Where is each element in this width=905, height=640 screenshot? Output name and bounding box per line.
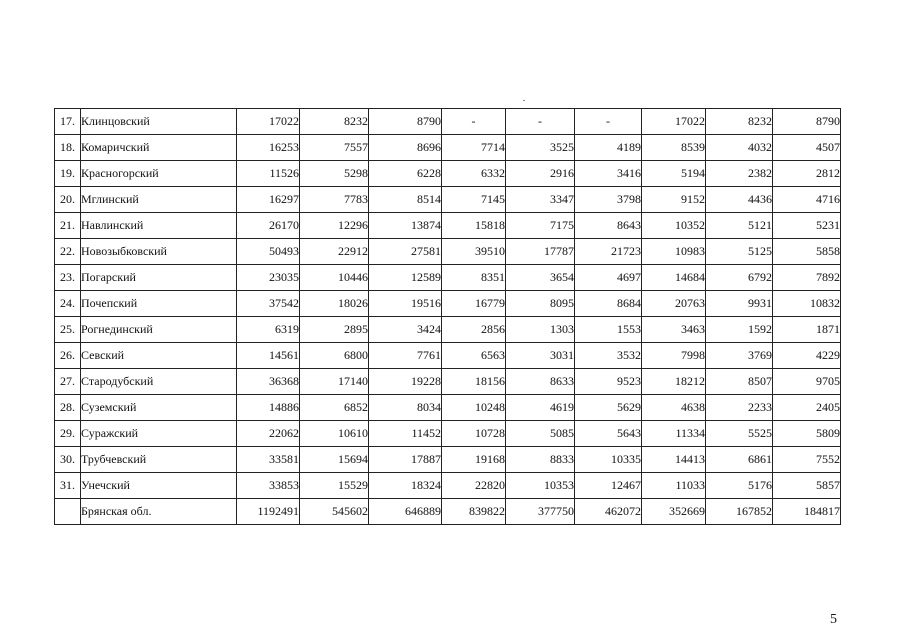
value-cell: 3798: [575, 187, 642, 213]
value-cell: 2895: [300, 317, 369, 343]
value-cell: 17022: [642, 109, 706, 135]
value-cell: 18026: [300, 291, 369, 317]
value-cell: 4619: [506, 395, 575, 421]
value-cell: 8633: [506, 369, 575, 395]
value-cell: 23035: [237, 265, 300, 291]
value-cell: 4716: [773, 187, 841, 213]
value-cell: 10353: [506, 473, 575, 499]
value-cell: 33581: [237, 447, 300, 473]
value-cell: 8351: [442, 265, 506, 291]
table-row: [55, 161, 841, 187]
value-cell: 6861: [706, 447, 773, 473]
table-row: [55, 369, 841, 395]
table-row: [55, 135, 841, 161]
district-name: Почепский: [81, 291, 237, 317]
district-name: Рогнединский: [81, 317, 237, 343]
value-cell: 11334: [642, 421, 706, 447]
table-body: [55, 109, 841, 525]
value-cell: 7175: [506, 213, 575, 239]
value-cell: 16297: [237, 187, 300, 213]
value-cell: 21723: [575, 239, 642, 265]
value-cell: -: [575, 109, 642, 135]
value-cell: 545602: [300, 499, 369, 525]
value-cell: 4032: [706, 135, 773, 161]
table-row: [55, 213, 841, 239]
value-cell: 7714: [442, 135, 506, 161]
value-cell: 6228: [369, 161, 442, 187]
value-cell: 3769: [706, 343, 773, 369]
value-cell: 14684: [642, 265, 706, 291]
value-cell: 3031: [506, 343, 575, 369]
value-cell: 5629: [575, 395, 642, 421]
value-cell: 18156: [442, 369, 506, 395]
value-cell: 36368: [237, 369, 300, 395]
value-cell: 5194: [642, 161, 706, 187]
value-cell: 5176: [706, 473, 773, 499]
value-cell: 3654: [506, 265, 575, 291]
value-cell: 9152: [642, 187, 706, 213]
value-cell: 5809: [773, 421, 841, 447]
value-cell: 12467: [575, 473, 642, 499]
value-cell: 3525: [506, 135, 575, 161]
value-cell: 37542: [237, 291, 300, 317]
value-cell: 5643: [575, 421, 642, 447]
value-cell: 14413: [642, 447, 706, 473]
value-cell: 1192491: [237, 499, 300, 525]
value-cell: 10446: [300, 265, 369, 291]
value-cell: 33853: [237, 473, 300, 499]
row-number: 26.: [55, 343, 81, 369]
value-cell: 2233: [706, 395, 773, 421]
value-cell: 7892: [773, 265, 841, 291]
value-cell: 19168: [442, 447, 506, 473]
value-cell: 4189: [575, 135, 642, 161]
table-row: [55, 473, 841, 499]
district-name: Мглинский: [81, 187, 237, 213]
value-cell: 14886: [237, 395, 300, 421]
value-cell: 19516: [369, 291, 442, 317]
value-cell: 6319: [237, 317, 300, 343]
value-cell: 4697: [575, 265, 642, 291]
value-cell: 11526: [237, 161, 300, 187]
value-cell: 462072: [575, 499, 642, 525]
value-cell: 8232: [300, 109, 369, 135]
page-number: 5: [830, 612, 837, 627]
value-cell: 7557: [300, 135, 369, 161]
value-cell: 8790: [773, 109, 841, 135]
table-row: [55, 395, 841, 421]
value-cell: 13874: [369, 213, 442, 239]
value-cell: 22912: [300, 239, 369, 265]
value-cell: 8684: [575, 291, 642, 317]
value-cell: 6800: [300, 343, 369, 369]
value-cell: 17887: [369, 447, 442, 473]
value-cell: 6852: [300, 395, 369, 421]
value-cell: 7552: [773, 447, 841, 473]
value-cell: 5121: [706, 213, 773, 239]
value-cell: 6563: [442, 343, 506, 369]
value-cell: 14561: [237, 343, 300, 369]
value-cell: 7783: [300, 187, 369, 213]
row-number: 20.: [55, 187, 81, 213]
district-name: Навлинский: [81, 213, 237, 239]
district-name: Красногорский: [81, 161, 237, 187]
value-cell: 17140: [300, 369, 369, 395]
value-cell: 4638: [642, 395, 706, 421]
value-cell: 8833: [506, 447, 575, 473]
table-row: [55, 109, 841, 135]
value-cell: 377750: [506, 499, 575, 525]
value-cell: 17022: [237, 109, 300, 135]
district-name: Стародубский: [81, 369, 237, 395]
value-cell: 9523: [575, 369, 642, 395]
value-cell: 10728: [442, 421, 506, 447]
value-cell: 39510: [442, 239, 506, 265]
value-cell: 22062: [237, 421, 300, 447]
value-cell: 27581: [369, 239, 442, 265]
value-cell: 10610: [300, 421, 369, 447]
value-cell: 1303: [506, 317, 575, 343]
row-number: 24.: [55, 291, 81, 317]
row-number: 31.: [55, 473, 81, 499]
row-number: 28.: [55, 395, 81, 421]
row-number: 27.: [55, 369, 81, 395]
value-cell: 2916: [506, 161, 575, 187]
value-cell: 5298: [300, 161, 369, 187]
district-name: Трубчевский: [81, 447, 237, 473]
value-cell: 7761: [369, 343, 442, 369]
value-cell: 20763: [642, 291, 706, 317]
value-cell: 12589: [369, 265, 442, 291]
table-row: [55, 187, 841, 213]
row-number: 30.: [55, 447, 81, 473]
value-cell: 6332: [442, 161, 506, 187]
value-cell: 2405: [773, 395, 841, 421]
table-total-row: [55, 499, 841, 525]
value-cell: 5085: [506, 421, 575, 447]
value-cell: 4436: [706, 187, 773, 213]
value-cell: 8034: [369, 395, 442, 421]
value-cell: -: [442, 109, 506, 135]
table-row: [55, 291, 841, 317]
value-cell: 8507: [706, 369, 773, 395]
value-cell: 8696: [369, 135, 442, 161]
value-cell: 3532: [575, 343, 642, 369]
row-number: 29.: [55, 421, 81, 447]
value-cell: 3347: [506, 187, 575, 213]
value-cell: 10335: [575, 447, 642, 473]
value-cell: 17787: [506, 239, 575, 265]
value-cell: 1553: [575, 317, 642, 343]
value-cell: 11452: [369, 421, 442, 447]
row-number: 25.: [55, 317, 81, 343]
district-name: Суражский: [81, 421, 237, 447]
value-cell: 9705: [773, 369, 841, 395]
value-cell: 9931: [706, 291, 773, 317]
value-cell: 646889: [369, 499, 442, 525]
value-cell: 16779: [442, 291, 506, 317]
value-cell: 18212: [642, 369, 706, 395]
district-name: Новозыбковский: [81, 239, 237, 265]
value-cell: 8539: [642, 135, 706, 161]
district-name: Севский: [81, 343, 237, 369]
value-cell: 10248: [442, 395, 506, 421]
value-cell: 839822: [442, 499, 506, 525]
value-cell: 7145: [442, 187, 506, 213]
value-cell: 22820: [442, 473, 506, 499]
value-cell: 18324: [369, 473, 442, 499]
district-name: Комаричский: [81, 135, 237, 161]
value-cell: 5125: [706, 239, 773, 265]
district-name: Суземский: [81, 395, 237, 421]
table-row: [55, 421, 841, 447]
value-cell: 3424: [369, 317, 442, 343]
table-row: [55, 239, 841, 265]
value-cell: 26170: [237, 213, 300, 239]
row-number: [55, 499, 81, 525]
row-number: 23.: [55, 265, 81, 291]
value-cell: 5525: [706, 421, 773, 447]
value-cell: 1592: [706, 317, 773, 343]
value-cell: 2856: [442, 317, 506, 343]
table-row: [55, 265, 841, 291]
row-number: 21.: [55, 213, 81, 239]
value-cell: 184817: [773, 499, 841, 525]
value-cell: 352669: [642, 499, 706, 525]
value-cell: 4507: [773, 135, 841, 161]
table-row: [55, 343, 841, 369]
district-name: Унечский: [81, 473, 237, 499]
value-cell: 8095: [506, 291, 575, 317]
district-name: Брянская обл.: [81, 499, 237, 525]
value-cell: 8232: [706, 109, 773, 135]
value-cell: 10832: [773, 291, 841, 317]
row-number: 22.: [55, 239, 81, 265]
value-cell: 10352: [642, 213, 706, 239]
value-cell: 12296: [300, 213, 369, 239]
value-cell: 50493: [237, 239, 300, 265]
value-cell: 15818: [442, 213, 506, 239]
value-cell: 3463: [642, 317, 706, 343]
value-cell: 167852: [706, 499, 773, 525]
value-cell: 6792: [706, 265, 773, 291]
row-number: 17.: [55, 109, 81, 135]
value-cell: 7998: [642, 343, 706, 369]
district-name: Клинцовский: [81, 109, 237, 135]
value-cell: 15529: [300, 473, 369, 499]
value-cell: 2812: [773, 161, 841, 187]
value-cell: 11033: [642, 473, 706, 499]
value-cell: 19228: [369, 369, 442, 395]
value-cell: 5231: [773, 213, 841, 239]
value-cell: -: [506, 109, 575, 135]
scan-speck: [523, 100, 525, 101]
value-cell: 5858: [773, 239, 841, 265]
value-cell: 8790: [369, 109, 442, 135]
population-table: [54, 108, 841, 525]
value-cell: 1871: [773, 317, 841, 343]
row-number: 19.: [55, 161, 81, 187]
row-number: 18.: [55, 135, 81, 161]
value-cell: 16253: [237, 135, 300, 161]
value-cell: 10983: [642, 239, 706, 265]
value-cell: 15694: [300, 447, 369, 473]
value-cell: 2382: [706, 161, 773, 187]
table-row: [55, 447, 841, 473]
value-cell: 8643: [575, 213, 642, 239]
value-cell: 4229: [773, 343, 841, 369]
table-row: [55, 317, 841, 343]
district-name: Погарский: [81, 265, 237, 291]
value-cell: 5857: [773, 473, 841, 499]
value-cell: 8514: [369, 187, 442, 213]
value-cell: 3416: [575, 161, 642, 187]
